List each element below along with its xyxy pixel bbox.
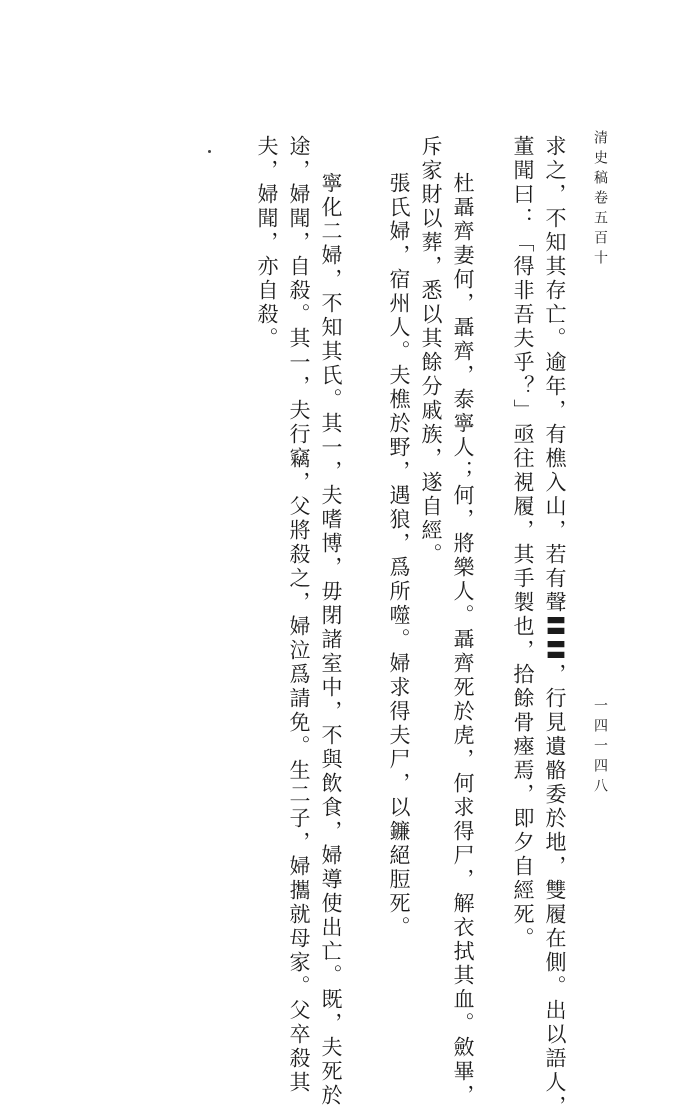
text-column-7: 途，婦聞，自殺。其一，夫行竊，父將殺之，婦泣爲請免。生二子，婦攜就母家。父卒殺其 (287, 135, 311, 1095)
scan-speck (208, 150, 211, 153)
text-column-5: 張氏婦，宿州人。夫樵於野，遇狼，爲所噬。婦求得夫尸，以鐮絕脰死。 (387, 172, 411, 940)
text-column-4: 斥家財以葬，悉以其餘分戚族，遂自經。 (419, 135, 443, 567)
text-column-2: 董聞曰：「得非吾夫乎？」亟往視履，其手製也，拾餘骨瘞焉，即夕自經死。 (511, 135, 535, 951)
text-column-1: 求之，不知其存亡。逾年，有樵入山，若有聲〓〓，行見遺骼委於地，雙履在側。出以語人， (543, 135, 567, 1119)
page-number: 一四一四八 (592, 698, 608, 798)
text-column-8: 夫，婦聞，亦自殺。 (255, 135, 279, 351)
text-column-6: 寧化二婦，不知其氏。其一，夫嗜博，毋閉諸室中，不與飲食，婦導使出亡。既，夫死於 (319, 172, 343, 1108)
text-column-3: 杜聶齊妻何，聶齊，泰寧人；何，將樂人。聶齊死於虎，何求得尸，解衣拭其血。斂畢， (451, 172, 475, 1108)
book-title: 清史稿卷五百十 (592, 130, 608, 270)
